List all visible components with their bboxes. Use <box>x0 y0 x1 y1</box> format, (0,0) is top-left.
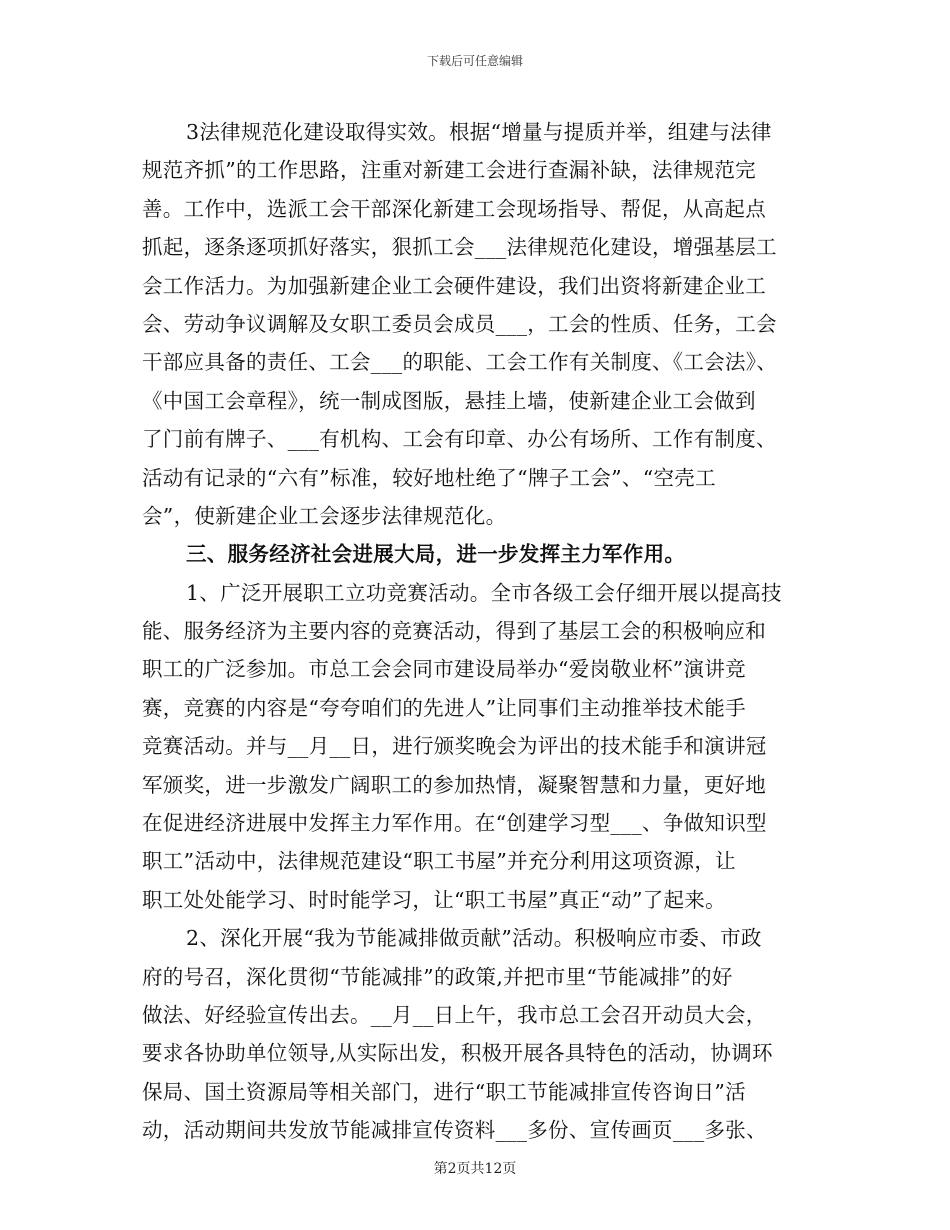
paragraph-line: 动，活动期间共发放节能减排宣传资料___多份、宣传画页___多张、 <box>142 1118 767 1143</box>
paragraph-line: 府的号召，深化贯彻“节能减排”的政策,并把市里“节能减排”的好 <box>142 964 733 989</box>
paragraph-line: 3法律规范化建设取得实效。根据“增量与提质并举，组建与法律 <box>186 120 772 144</box>
paragraph-line: 会”，使新建企业工会逐步法律规范化。 <box>142 503 507 528</box>
paragraph-line: 职工处处能学习、时时能学习，让“职工书屋”真正“动”了起来。 <box>142 887 726 912</box>
paragraph-line: 1、广泛开展职工立功竞赛活动。全市各级工会仔细开展以提高技 <box>186 580 782 605</box>
page-number: 第2页共12页 <box>433 1161 517 1177</box>
paragraph-line: 职工的广泛参加。市总工会会同市建设局举办“爱岗敬业杯”演讲竞 <box>142 657 746 682</box>
paragraph-line: 做法、好经验宣传出去。__月__日上午，我市总工会召开动员大会， <box>142 1002 767 1027</box>
paragraph-line: 竞赛活动。并与__月__日，进行颁奖晚会为评出的技术能手和演讲冠 <box>142 734 767 759</box>
paragraph-line: 保局、国土资源局等相关部门，进行“职工节能减排宣传咨询日”活 <box>142 1079 746 1104</box>
paragraph-line: 抓起，逐条逐项抓好落实，狠抓工会___法律规范化建设，增强基层工 <box>142 235 777 260</box>
section-heading: 三、服务经济社会进展大局，进一步发挥主力军作用。 <box>186 542 686 567</box>
paragraph-line: 会工作活力。为加强新建企业工会硬件建设，我们出资将新建企业工 <box>142 273 766 298</box>
paragraph-line: 活动有记录的“六有”标准，较好地杜绝了“牌子工会”、“空壳工 <box>142 465 716 490</box>
paragraph-line: 了门前有牌子、___有机构、工会有印章、办公有场所、工作有制度、 <box>142 427 777 452</box>
paragraph-line: 要求各协助单位领导,从实际出发，积极开展各具特色的活动，协调环 <box>142 1041 773 1066</box>
paragraph-line: 善。工作中，选派工会干部深化新建工会现场指导、帮促，从高起点 <box>142 196 766 221</box>
paragraph-line: 会、劳动争议调解及女职工委员会成员___，工会的性质、任务，工会 <box>142 311 777 336</box>
paragraph-line: 《中国工会章程》，统一制成图版，悬挂上墙，使新建企业工会做到 <box>142 388 756 413</box>
paragraph-line: 在促进经济进展中发挥主力军作用。在“创建学习型___、争做知识型 <box>142 811 767 836</box>
paragraph-line: 赛，竞赛的内容是“夸夸咱们的先进人”让同事们主动推举技术能手 <box>142 695 746 720</box>
paragraph-line: 职工”活动中，法律规范建设“职工书屋”并充分利用这项资源，让 <box>142 849 736 874</box>
paragraph-line: 军颁奖，进一步激发广阔职工的参加热情，凝聚智慧和力量，更好地 <box>142 772 766 797</box>
document-body <box>142 113 810 1150</box>
paragraph-line: 规范齐抓”的工作思路，注重对新建工会进行查漏补缺，法律规范完 <box>142 158 756 183</box>
paragraph-line: 能、服务经济为主要内容的竞赛活动，得到了基层工会的积极响应和 <box>142 619 766 644</box>
paragraph-line: 2、深化开展“我为节能减排做贡献”活动。积极响应市委、市政 <box>186 926 762 951</box>
page-header: 下载后可任意编辑 <box>426 54 523 68</box>
paragraph-line: 干部应具备的责任、工会___的职能、工会工作有关制度、《工会法》、 <box>142 350 778 375</box>
